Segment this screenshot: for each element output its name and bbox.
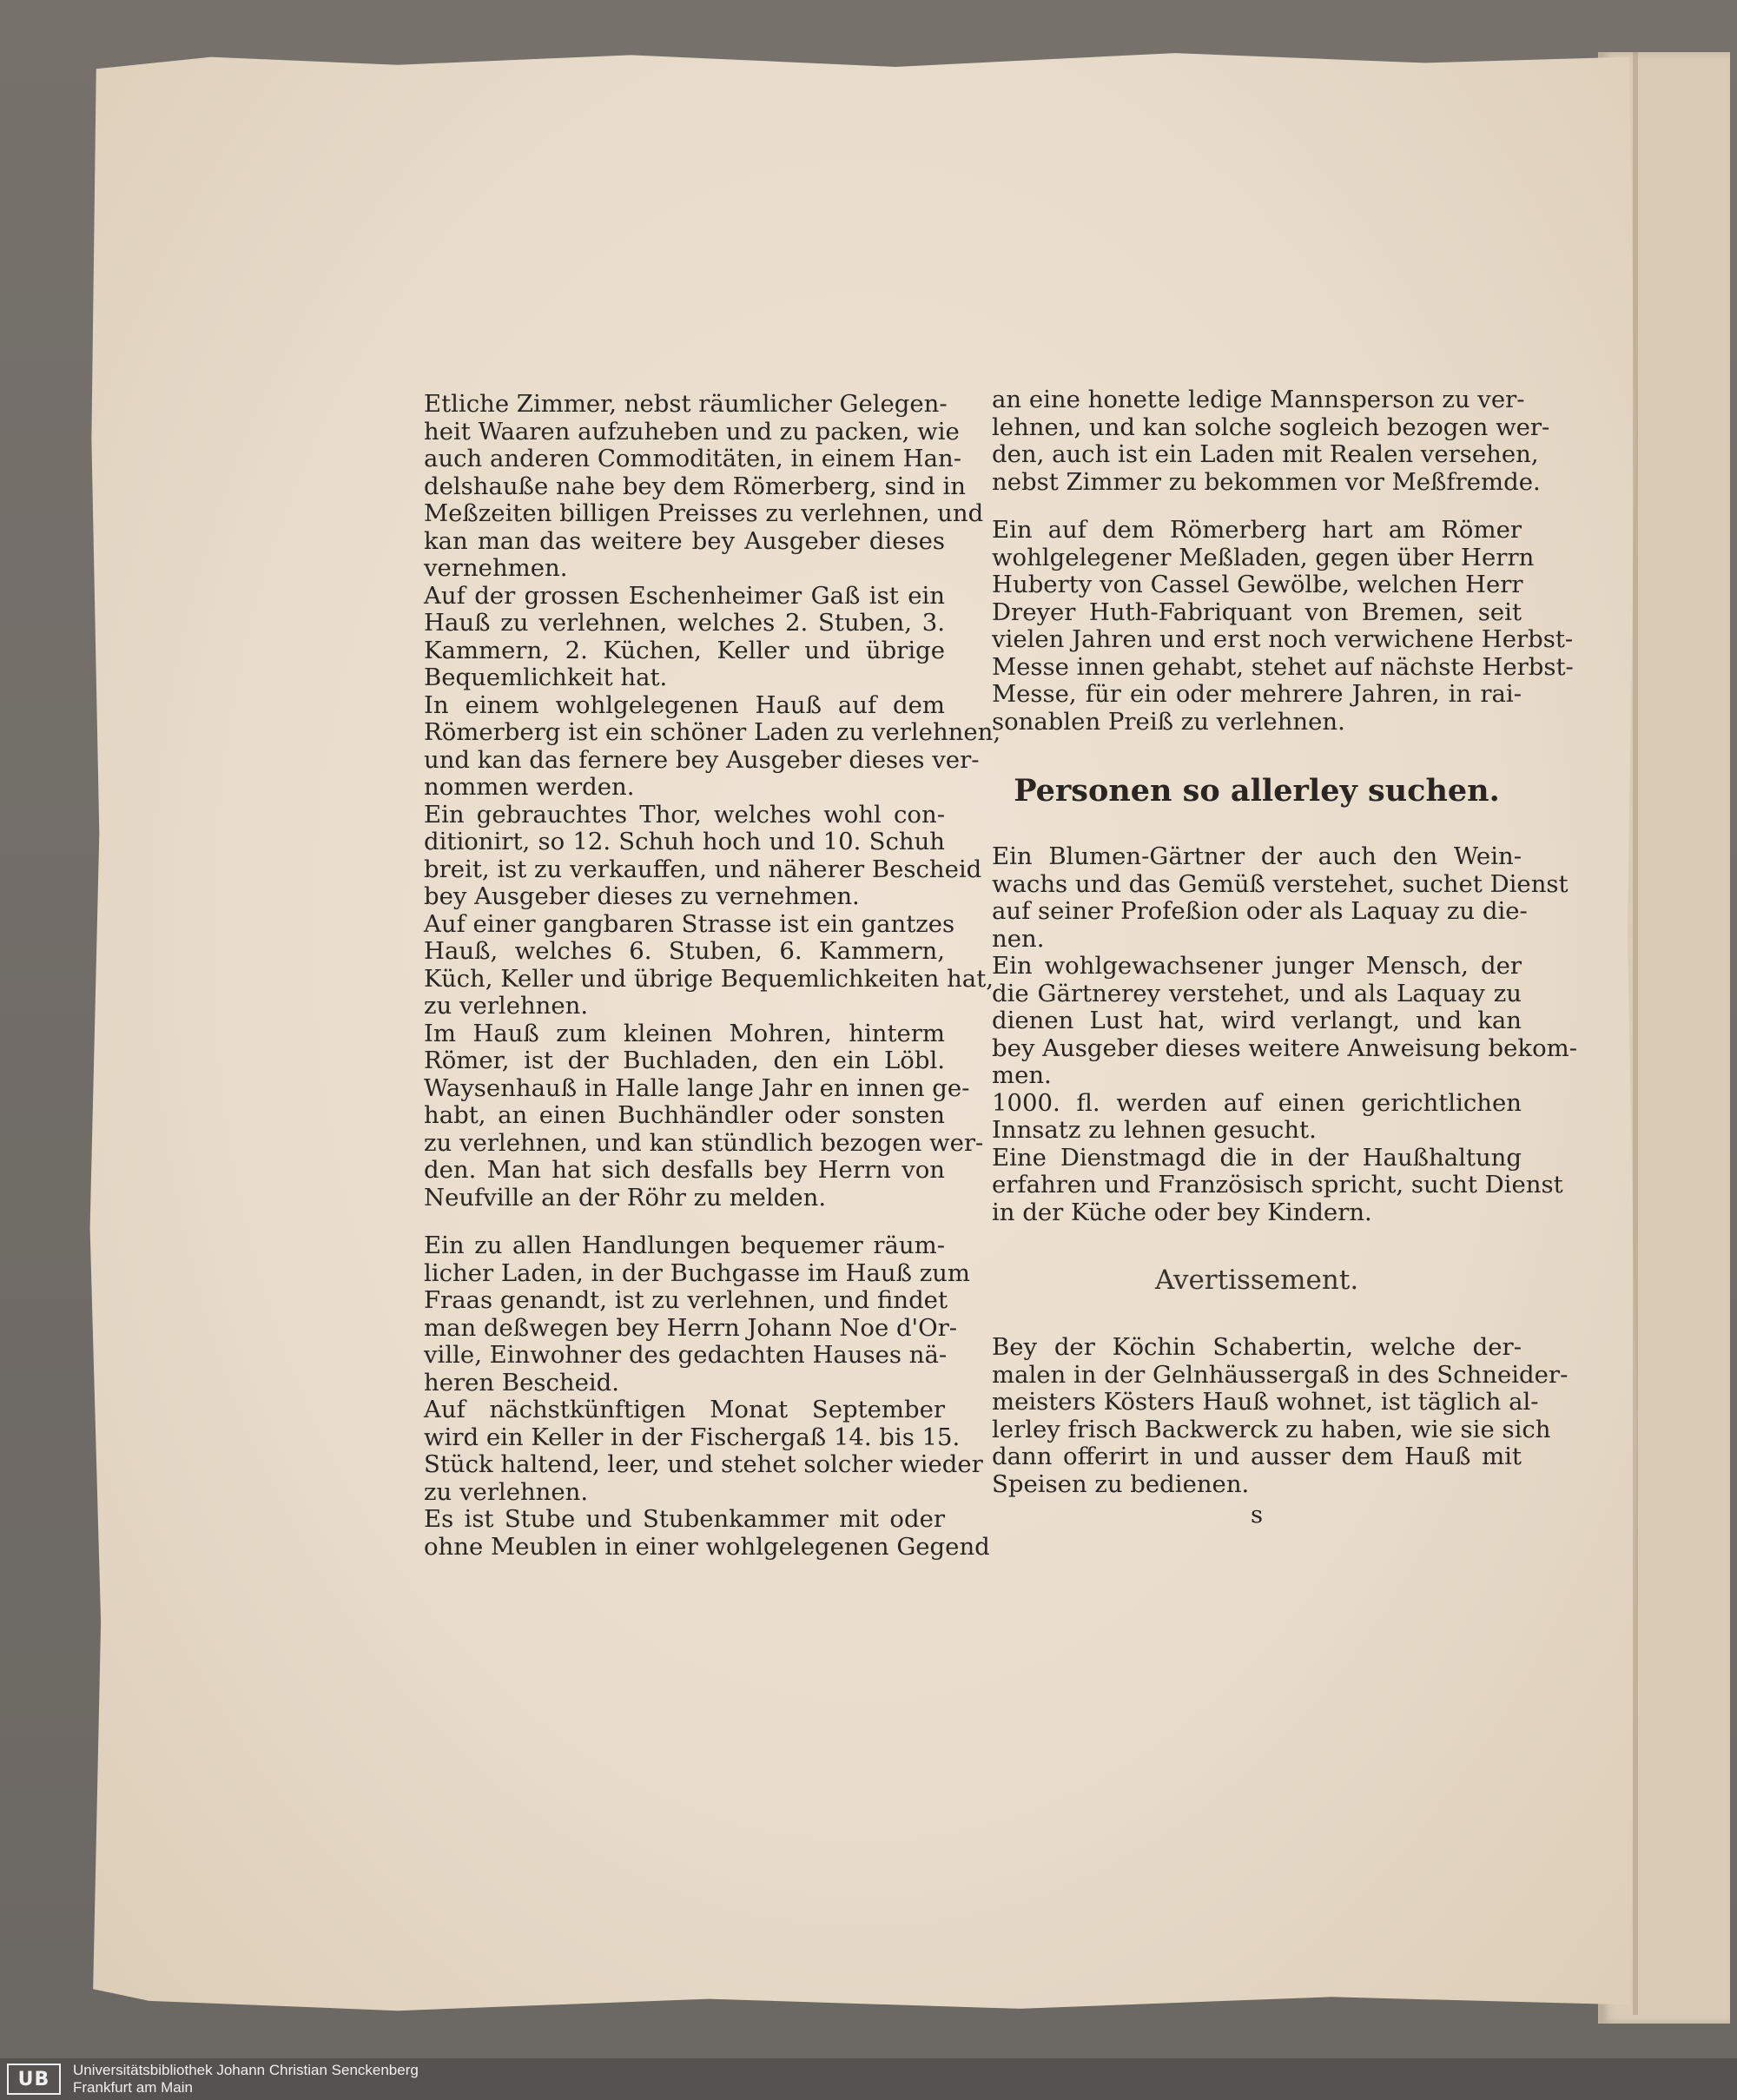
advertisement-paragraph bbox=[992, 952, 1578, 1090]
right-column bbox=[992, 386, 1578, 1529]
text-line: Kammern, 2. Küchen, Keller und übrige bbox=[424, 636, 945, 664]
text-line: 1000. fl. werden auf einen gerichtlichen bbox=[992, 1088, 1522, 1117]
text-line: heit Waaren aufzuheben und zu packen, wie bbox=[424, 417, 960, 446]
advertisement-paragraph bbox=[424, 1232, 970, 1397]
text-line: bey Ausgeber dieses zu vernehmen. bbox=[424, 882, 860, 910]
text-line: Waysenhauß in Halle lange Jahr en innen ge- bbox=[424, 1073, 970, 1102]
advertisement-paragraph bbox=[992, 1090, 1522, 1145]
text-line: men. bbox=[992, 1061, 1052, 1089]
section-heading-personen: Personen so allerley suchen. bbox=[1014, 773, 1500, 809]
text-line: Ein wohlgewachsener junger Mensch, der bbox=[992, 952, 1522, 980]
text-line: Speisen zu bedienen. bbox=[992, 1469, 1250, 1498]
text-line: Eine Dienstmagd die in der Haußhaltung bbox=[992, 1143, 1522, 1172]
text-line: Huberty von Cassel Gewölbe, welchen Herr bbox=[992, 571, 1523, 598]
text-line: zu verlehnen. bbox=[424, 1477, 589, 1506]
end-mark: s bbox=[1250, 1501, 1264, 1529]
advertisement-paragraph bbox=[992, 386, 1550, 496]
text-line: Ein Blumen-Gärtner der auch den Wein- bbox=[992, 842, 1522, 870]
personen-ads bbox=[992, 842, 1578, 1226]
advertisement-paragraph bbox=[992, 842, 1569, 953]
text-line: in der Küche oder bey Kindern. bbox=[992, 1198, 1372, 1226]
advertisement-paragraph bbox=[424, 390, 984, 583]
section-heading-avertissement: Avertissement. bbox=[1154, 1265, 1359, 1296]
text-line: den, auch ist ein Laden mit Realen versehen, bbox=[992, 440, 1539, 468]
text-line: Bey der Köchin Schabertin, welche der- bbox=[992, 1333, 1522, 1361]
institution-name bbox=[73, 2062, 419, 2097]
text-line: vernehmen. bbox=[424, 554, 568, 582]
text-line: Stück haltend, leer, und stehet solcher wieder bbox=[424, 1450, 983, 1478]
text-line: In einem wohlgelegenen Hauß auf dem bbox=[424, 690, 945, 719]
text-line: Hauß, welches 6. Stuben, 6. Kammern, bbox=[424, 937, 945, 965]
advertisement-paragraph bbox=[992, 1333, 1569, 1498]
text-line: Auf einer gangbaren Strasse ist ein gantzes bbox=[424, 909, 955, 938]
text-line: wohlgelegener Meßladen, gegen über Herrn bbox=[992, 543, 1535, 571]
right-column-ads bbox=[992, 386, 1574, 736]
text-line: Römer, ist der Buchladen, den ein Löbl. bbox=[424, 1047, 945, 1074]
advertisement-paragraph bbox=[424, 1396, 983, 1506]
text-line: lehnen, und kan solche sogleich bezogen wer- bbox=[992, 413, 1550, 441]
advertisement-paragraph bbox=[424, 583, 945, 692]
text-line: Römerberg ist ein schöner Laden zu verlehnen, bbox=[424, 718, 1001, 746]
text-line: sonablen Preiß zu verlehnen. bbox=[992, 707, 1345, 736]
avertissement-ads bbox=[992, 1333, 1569, 1498]
advertisement-paragraph bbox=[992, 516, 1574, 736]
text-line: dienen Lust hat, wird verlangt, und kan bbox=[992, 1007, 1522, 1034]
text-line: Bequemlichkeit hat. bbox=[424, 664, 668, 691]
text-line: nommen werden. bbox=[424, 773, 635, 801]
text-line: meisters Kösters Hauß wohnet, ist täglich al- bbox=[992, 1388, 1539, 1416]
text-line: wird ein Keller in der Fischergaß 14. bis 15. bbox=[424, 1423, 961, 1451]
footer-bar bbox=[0, 2058, 1737, 2100]
text-line: malen in der Gelnhäussergaß in des Schneider- bbox=[992, 1360, 1569, 1389]
text-line: Auf nächstkünftigen Monat September bbox=[424, 1396, 945, 1423]
text-line: wachs und das Gemüß verstehet, suchet Dienst bbox=[992, 869, 1569, 898]
text-line: an eine honette ledige Mannsperson zu ver- bbox=[992, 386, 1525, 413]
text-line: Innsatz zu lehnen gesucht. bbox=[992, 1116, 1317, 1144]
institution-line-1: Universitätsbibliothek Johann Christian Senckenberg bbox=[73, 2062, 419, 2078]
text-line: auf seiner Profeßion oder als Laquay zu die- bbox=[992, 897, 1528, 925]
advertisement-paragraph bbox=[424, 1505, 990, 1561]
advertisement-paragraph bbox=[424, 690, 1001, 802]
text-line: den. Man hat sich desfalls bey Herrn von bbox=[424, 1156, 945, 1184]
institution-line-2: Frankfurt am Main bbox=[73, 2079, 193, 2096]
text-line: Es ist Stube und Stubenkammer mit oder bbox=[424, 1505, 945, 1533]
text-line: vielen Jahren und erst noch verwichene Herbst- bbox=[992, 625, 1574, 653]
text-line: Hauß zu verlehnen, welches 2. Stuben, 3. bbox=[424, 609, 945, 637]
text-line: dann offerirt in und ausser dem Hauß mit bbox=[992, 1443, 1522, 1470]
text-line: ditionirt, so 12. Schuh hoch und 10. Schuh bbox=[424, 828, 945, 855]
text-line: zu verlehnen. bbox=[424, 992, 589, 1020]
advertisement-paragraph bbox=[424, 1019, 984, 1212]
text-line: Meßzeiten billigen Preisses zu verlehnen, und bbox=[424, 499, 984, 527]
text-line: Ein gebrauchtes Thor, welches wohl con- bbox=[424, 800, 945, 829]
text-line: breit, ist zu verkauffen, und näherer Bescheid bbox=[424, 855, 982, 883]
text-line: Ein auf dem Römerberg hart am Römer bbox=[992, 516, 1522, 544]
ub-logo: UB bbox=[7, 2064, 61, 2095]
text-line: habt, an einen Buchhändler oder sonsten bbox=[424, 1101, 945, 1129]
text-line: Messe, für ein oder mehrere Jahren, in rai- bbox=[992, 680, 1522, 708]
text-line: lerley frisch Backwerck zu haben, wie sie sich bbox=[992, 1415, 1551, 1443]
text-line: Messe innen gehabt, stehet auf nächste Herbst- bbox=[992, 652, 1574, 681]
text-line: bey Ausgeber dieses weitere Anweisung bekom- bbox=[992, 1033, 1578, 1062]
text-line: nebst Zimmer zu bekommen vor Meßfremde. bbox=[992, 467, 1541, 496]
text-line: nen. bbox=[992, 924, 1045, 953]
text-line: Küch, Keller und übrige Bequemlichkeiten hat, bbox=[424, 964, 994, 993]
text-line: Im Hauß zum kleinen Mohren, hinterm bbox=[424, 1019, 945, 1047]
page-fold-shadow bbox=[1633, 52, 1638, 2015]
text-line: Auf der grossen Eschenheimer Gaß ist ein bbox=[424, 581, 945, 610]
text-line: delshauße nahe bey dem Römerberg, sind in bbox=[424, 472, 967, 500]
text-line: auch anderen Commoditäten, in einem Han- bbox=[424, 445, 961, 472]
left-column bbox=[424, 390, 1001, 1561]
text-line: erfahren und Französisch spricht, sucht Dienst bbox=[992, 1171, 1563, 1199]
text-line: und kan das fernere bey Ausgeber dieses ver- bbox=[424, 745, 980, 774]
text-line: Dreyer Huth-Fabriquant von Bremen, seit bbox=[992, 598, 1522, 626]
text-line: ville, Einwohner des gedachten Hauses nä- bbox=[424, 1341, 948, 1369]
text-line: Etliche Zimmer, nebst räumlicher Gelegen- bbox=[424, 390, 948, 418]
text-line: die Gärtnerey verstehet, und als Laquay zu bbox=[992, 979, 1522, 1007]
text-line: ohne Meublen in einer wohlgelegenen Gegend bbox=[424, 1532, 990, 1561]
text-line: Fraas genandt, ist zu verlehnen, und findet bbox=[424, 1286, 948, 1314]
advertisement-paragraph bbox=[992, 1143, 1563, 1227]
text-line: licher Laden, in der Buchgasse im Hauß zum bbox=[424, 1258, 970, 1287]
text-line: kan man das weitere bey Ausgeber dieses bbox=[424, 526, 945, 555]
text-line: man deßwegen bey Herrn Johann Noe d'Or- bbox=[424, 1313, 958, 1342]
text-line: heren Bescheid. bbox=[424, 1368, 619, 1397]
advertisement-paragraph bbox=[424, 800, 982, 911]
text-line: zu verlehnen, und kan stündlich bezogen wer- bbox=[424, 1128, 984, 1157]
text-line: Neufville an der Röhr zu melden. bbox=[424, 1183, 827, 1212]
advertisement-paragraph bbox=[424, 909, 994, 1020]
text-line: Ein zu allen Handlungen bequemer räum- bbox=[424, 1232, 945, 1259]
